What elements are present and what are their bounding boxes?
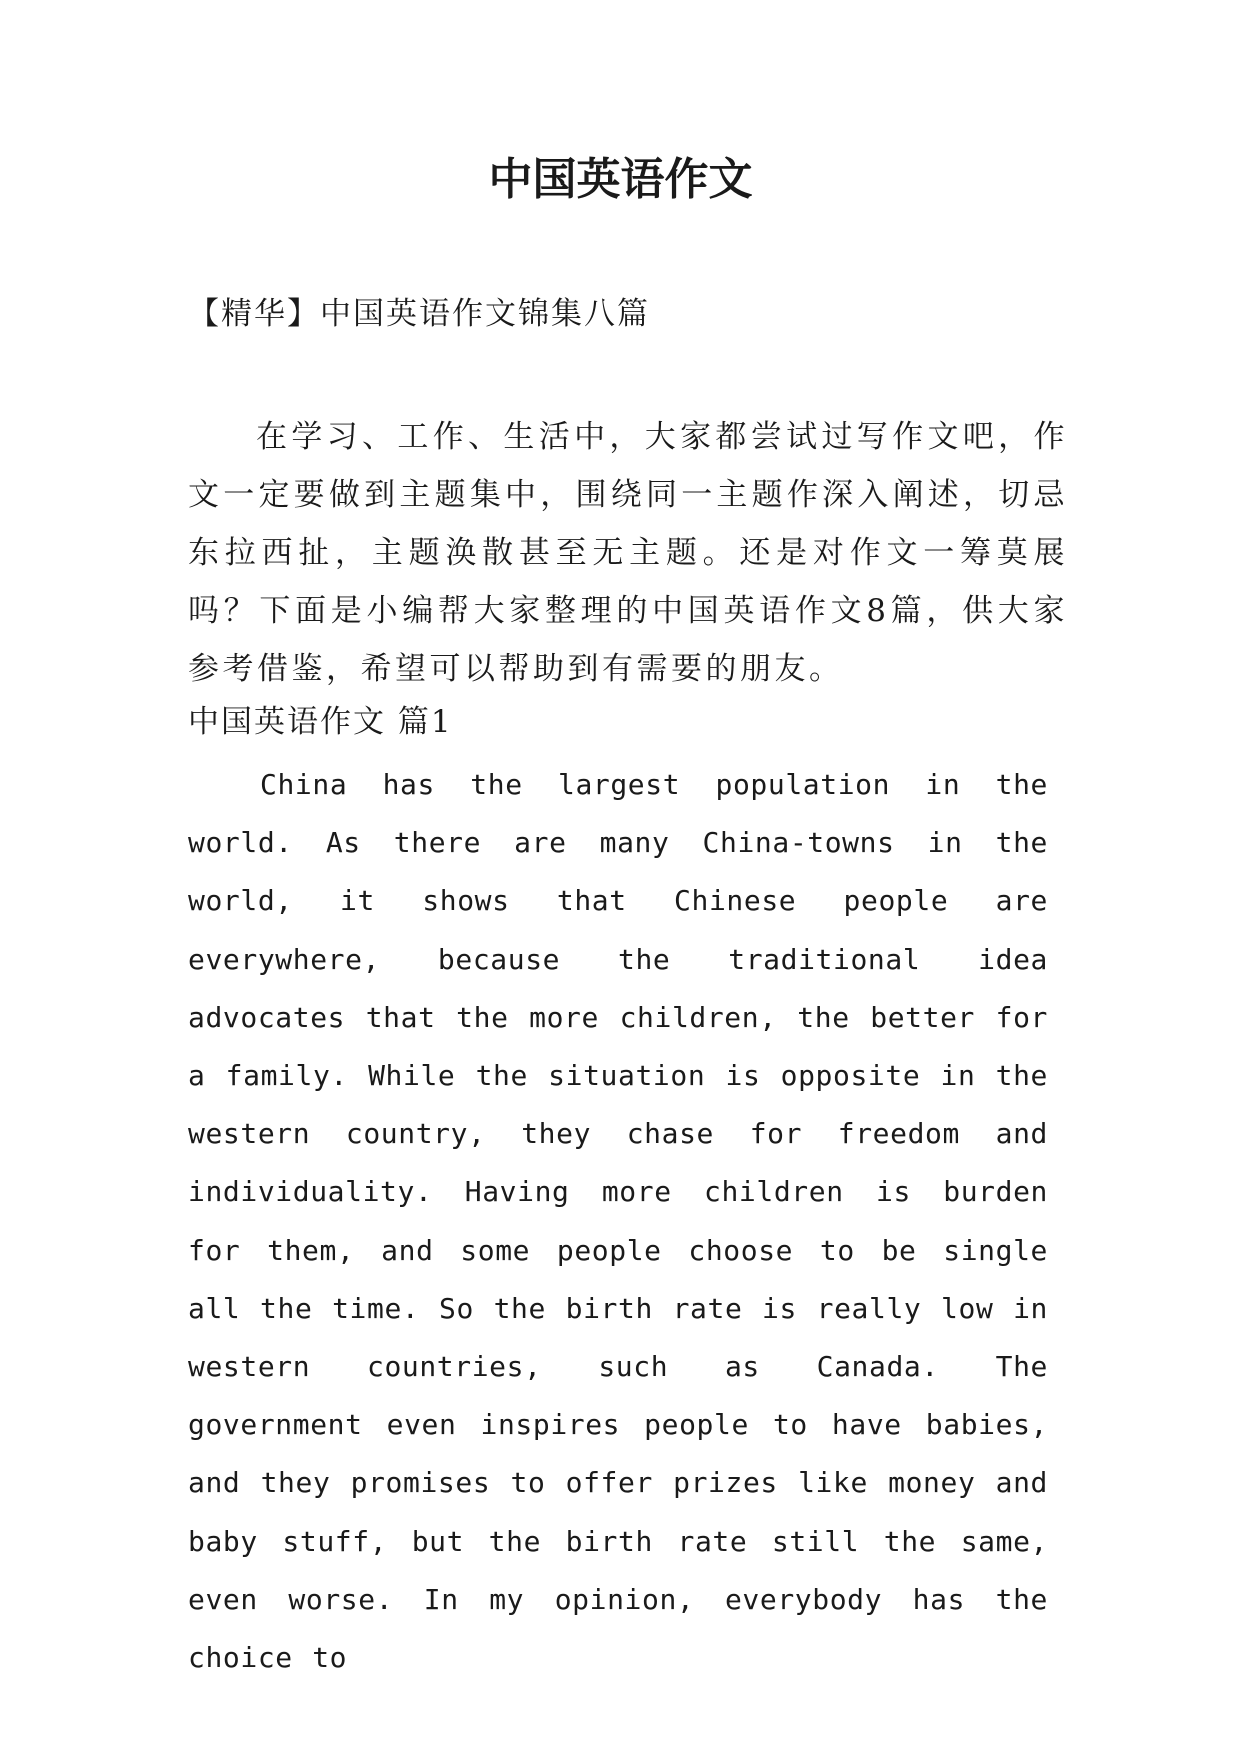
document-subtitle: 【精华】中国英语作文锦集八篇: [188, 296, 650, 332]
essay-paragraph: China has the largest population in the world. As there are many China-towns in the world, it shows that Chinese people are everywhere, because the traditional idea advocates that the more children, the better for a family. While the situation is opposite in the western country, they chase for freedom and individuality. Having more children is burden for them, and some people choose to be single all the time. So the birth rate is really low in western countries, such as Canada. The government even inspires people to have babies, and they promises to offer prizes like money and baby stuff, but the birth rate still the same, even worse. In my opinion, everybody has the choice to: [188, 768, 1048, 1675]
intro-paragraph: 在学习、工作、生活中，大家都尝试过写作文吧，作文一定要做到主题集中，围绕同一主题作深入阐述，切忌东拉西扯，主题涣散甚至无主题。还是对作文一筹莫展吗？下面是小编帮大家整理的中国英语作文8篇，供大家参考借鉴，希望可以帮助到有需要的朋友。: [188, 419, 1068, 687]
section-heading: 中国英语作文 篇1: [188, 704, 453, 740]
document-title: 中国英语作文: [488, 154, 753, 205]
